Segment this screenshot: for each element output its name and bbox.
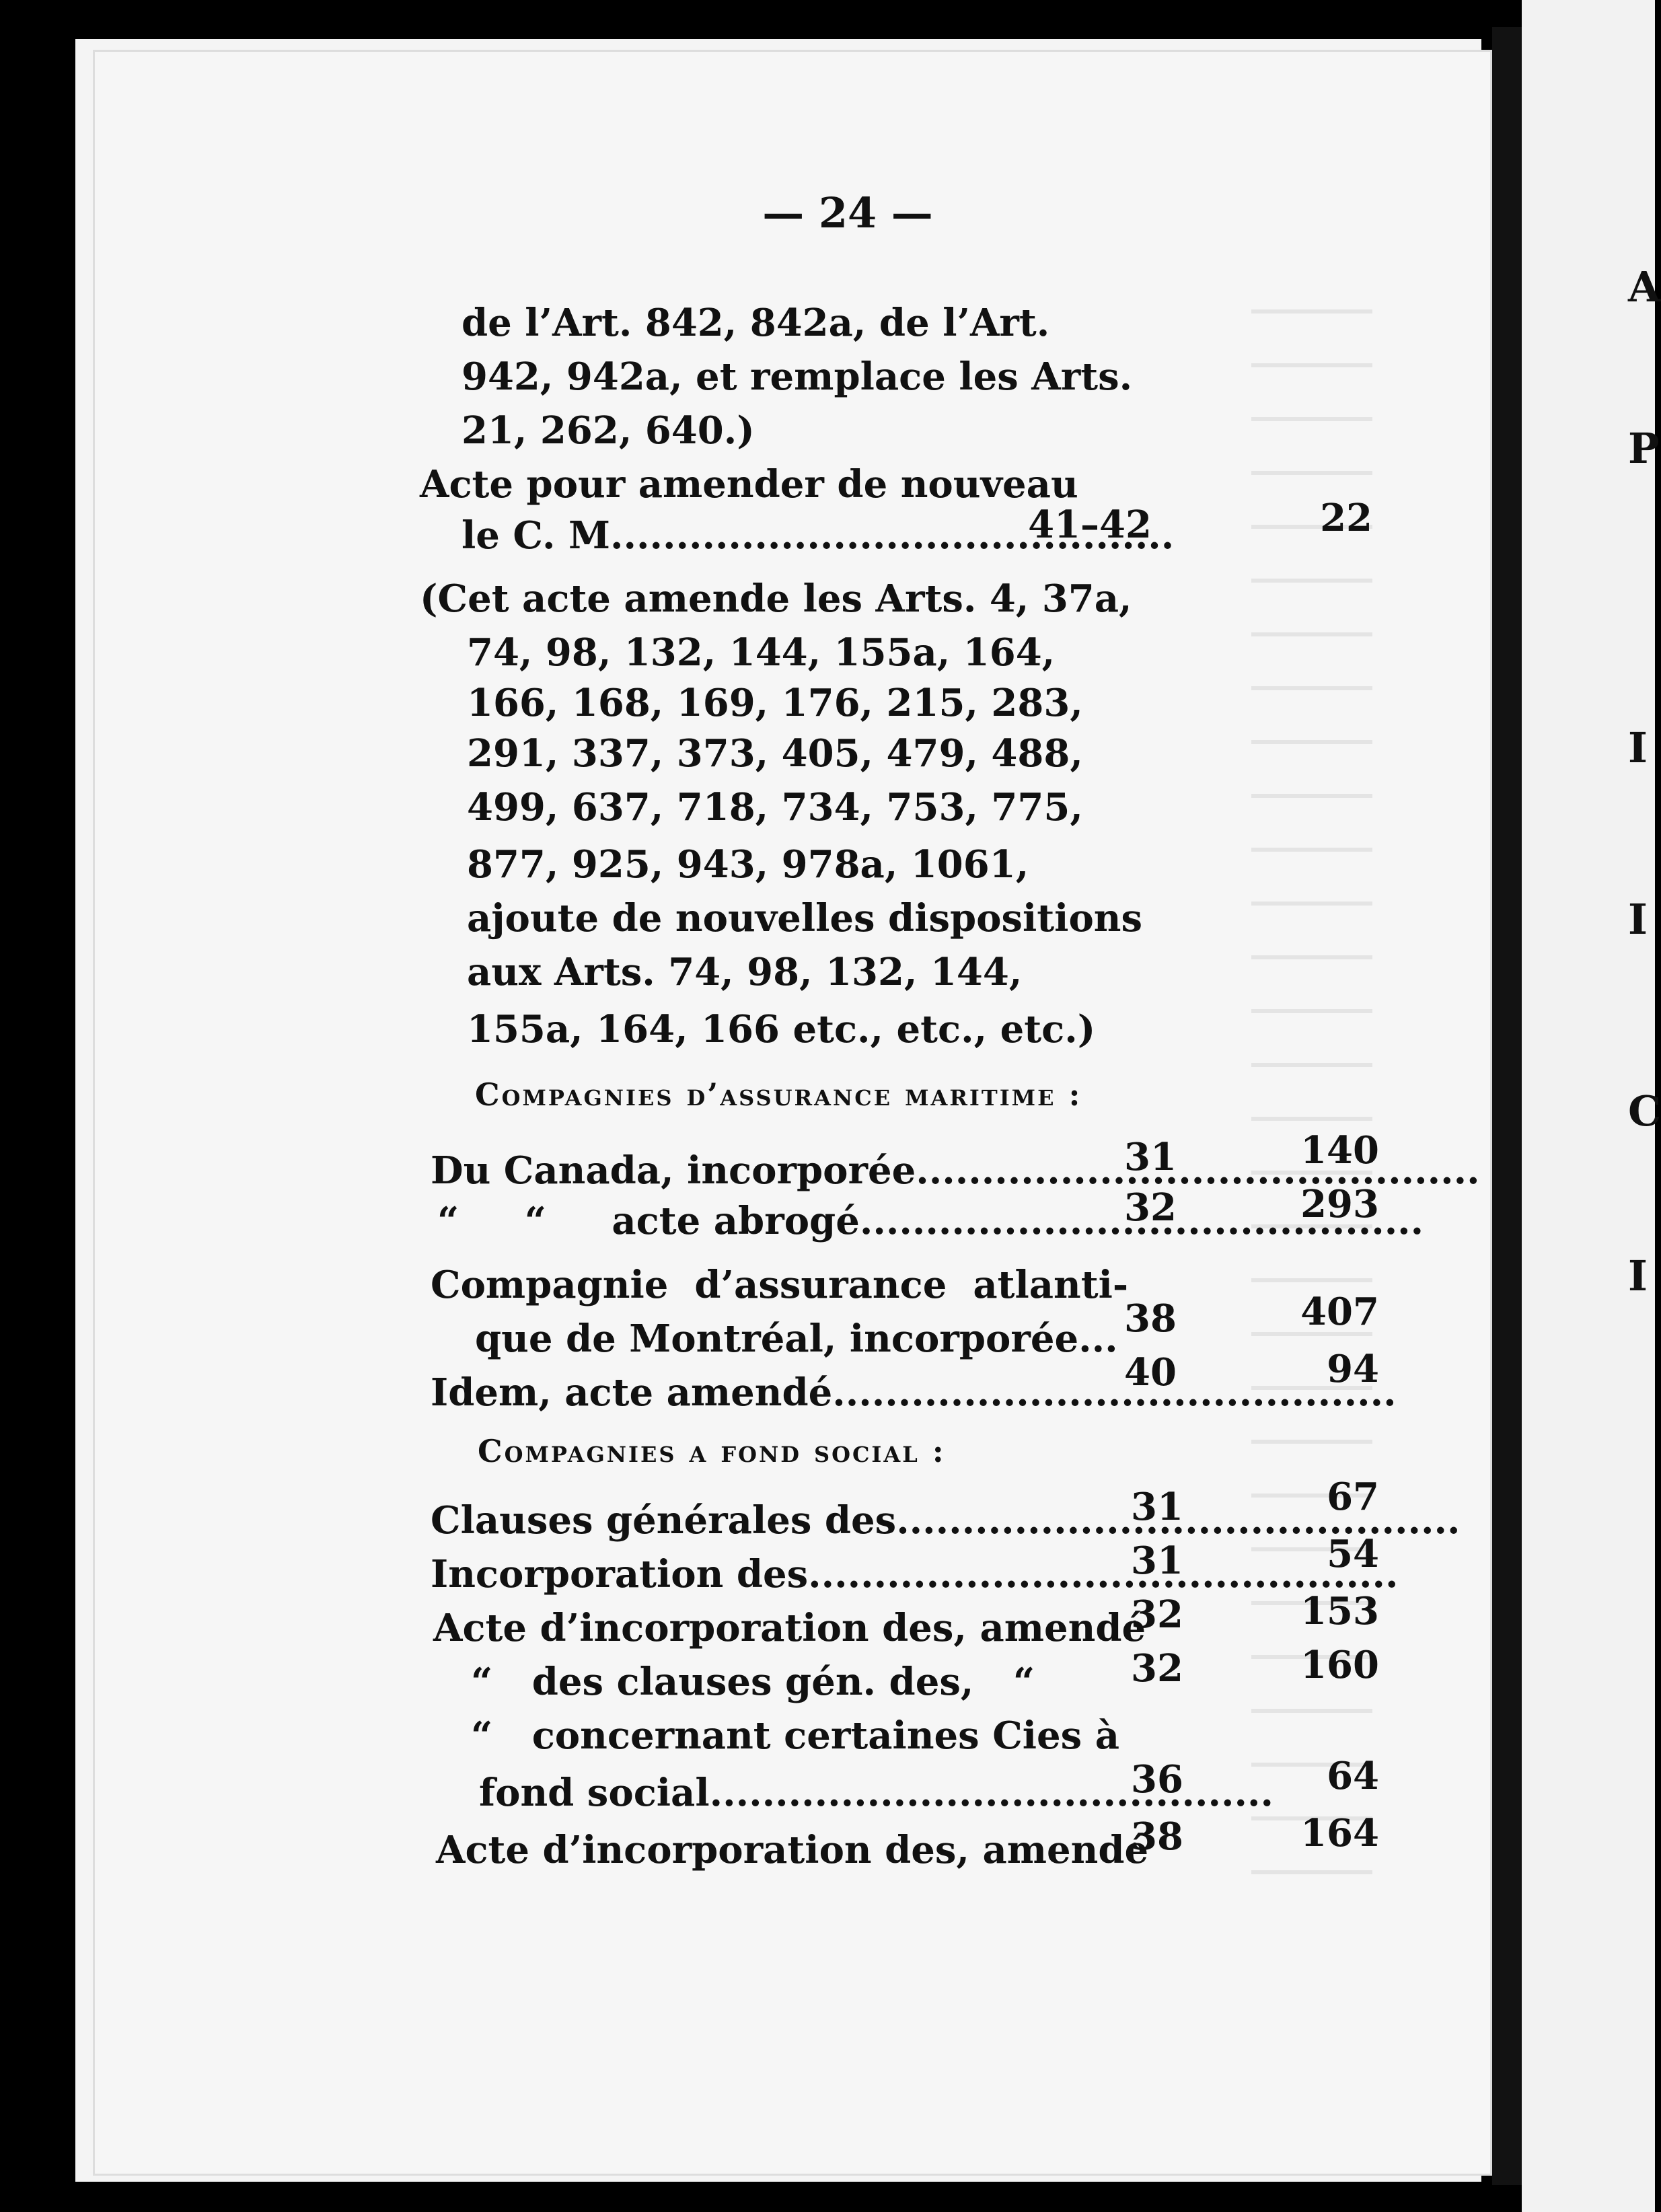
- index-entry: [431, 1144, 1023, 1197]
- page-number: — 24 —: [762, 188, 933, 237]
- entry-text: Acte d’incorporation des, amendé: [436, 1828, 1149, 1872]
- volume-number: 32: [1124, 1185, 1177, 1230]
- page-ref: 293: [1300, 1182, 1379, 1226]
- page-ref: 22: [1320, 496, 1372, 540]
- note-line: aux Arts. 74, 98, 132, 144,: [467, 950, 1023, 994]
- entry-text: “ des clauses gén. des, “: [471, 1660, 1035, 1704]
- volume-number: 38: [1131, 1814, 1183, 1859]
- note-line: 166, 168, 169, 176, 215, 283,: [467, 681, 1083, 725]
- entry-text: le C. M .....: [462, 509, 1174, 562]
- entry-text: fond social .....: [479, 1766, 1274, 1820]
- volume-number: 41–42: [1028, 503, 1152, 547]
- page-ref: 67: [1327, 1475, 1379, 1519]
- page-ref: 407: [1300, 1290, 1379, 1334]
- entry-text: Compagnie d’assurance atlanti-: [431, 1263, 1129, 1307]
- section-heading: Compagnies a fond social :: [478, 1433, 946, 1469]
- note-line: 155a, 164, 166 etc., etc., etc.): [467, 1007, 1096, 1052]
- index-entry: [431, 1547, 1023, 1601]
- page-ref: 94: [1327, 1347, 1379, 1391]
- entry-text: Du Canada, incorporée .....: [431, 1144, 1480, 1197]
- page-ref: 140: [1300, 1128, 1379, 1173]
- facing-page-letter: I: [1628, 1251, 1648, 1300]
- note-line: 499, 637, 718, 734, 753, 775,: [467, 785, 1083, 830]
- note-line: 74, 98, 132, 144, 155a, 164,: [467, 630, 1056, 675]
- facing-page-letter: P: [1628, 424, 1660, 473]
- index-entry: [437, 1194, 1023, 1248]
- index-entry: [431, 1366, 1023, 1420]
- entry-text: Clauses générales des .....: [431, 1494, 1461, 1547]
- page-ref: 54: [1327, 1532, 1379, 1576]
- entry-text: que de Montréal, incorporée...: [475, 1317, 1118, 1361]
- page-ref: 164: [1300, 1811, 1379, 1855]
- continuation-line: 21, 262, 640.): [462, 408, 755, 453]
- entry-text: Acte d’incorporation des, amendé: [433, 1606, 1146, 1650]
- index-entry: [479, 1766, 1051, 1820]
- volume-number: 40: [1124, 1350, 1177, 1395]
- entry-text: Acte pour amender de nouveau: [420, 462, 1078, 507]
- note-line: (Cet acte amende les Arts. 4, 37a,: [420, 577, 1132, 621]
- note-line: 291, 337, 373, 405, 479, 488,: [467, 731, 1083, 776]
- index-entry: [462, 509, 1013, 562]
- volume-number: 32: [1131, 1646, 1183, 1691]
- page-ref: 64: [1327, 1754, 1379, 1798]
- volume-number: 32: [1131, 1592, 1183, 1637]
- section-heading: Compagnies d’assurance maritime :: [475, 1076, 1082, 1113]
- volume-number: 36: [1131, 1757, 1183, 1802]
- volume-number: 38: [1124, 1296, 1177, 1341]
- index-entry: [431, 1494, 1023, 1547]
- continuation-line: de l’Art. 842, 842a, de l’Art.: [462, 301, 1050, 345]
- facing-page-letter: I: [1628, 723, 1648, 772]
- page-ref: 160: [1300, 1643, 1379, 1687]
- facing-page-letter: C: [1628, 1086, 1661, 1136]
- page-ref: 153: [1300, 1589, 1379, 1633]
- note-line: ajoute de nouvelles dispositions: [467, 896, 1143, 941]
- volume-number: 31: [1131, 1485, 1183, 1529]
- volume-number: 31: [1124, 1135, 1177, 1179]
- continuation-line: 942, 942a, et remplace les Arts.: [462, 355, 1133, 399]
- volume-number: 31: [1131, 1539, 1183, 1583]
- entry-text: “ concernant certaines Cies à: [471, 1713, 1119, 1758]
- entry-text: “ “ acte abrogé .....: [437, 1194, 1424, 1248]
- entry-text: Incorporation des.. .....: [431, 1547, 1399, 1601]
- entry-text: Idem, acte amendé .....: [431, 1366, 1397, 1420]
- book-spine: [1492, 27, 1522, 2185]
- facing-page-letter: I: [1628, 895, 1648, 944]
- facing-page-letter: A: [1628, 262, 1661, 311]
- note-line: 877, 925, 943, 978a, 1061,: [467, 842, 1029, 887]
